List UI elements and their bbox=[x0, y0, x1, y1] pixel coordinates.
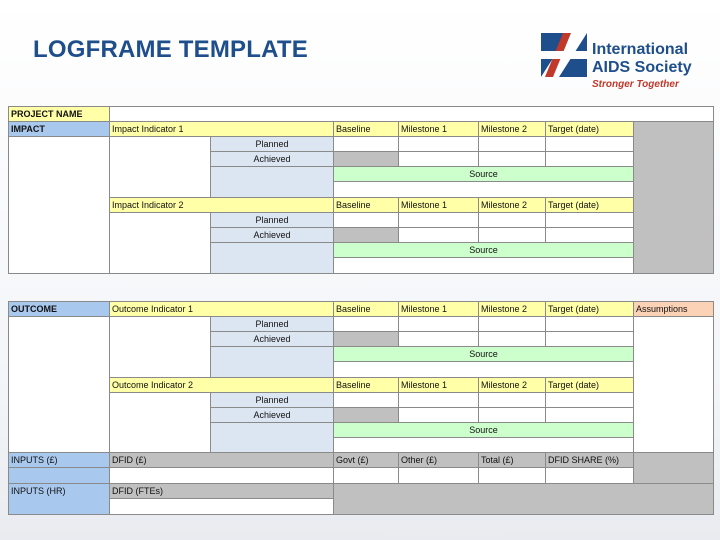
outcome-m2-2-achieved[interactable] bbox=[479, 408, 546, 423]
impact-planned-1: Planned bbox=[211, 137, 334, 152]
impact-indicator-2-text[interactable] bbox=[110, 213, 211, 273]
inputs-gbp-body bbox=[9, 468, 110, 484]
impact-source-2: Source bbox=[334, 243, 634, 258]
dfid-share-value[interactable] bbox=[546, 468, 634, 484]
other-gbp-value[interactable] bbox=[399, 468, 479, 484]
impact-achieved-2: Achieved bbox=[211, 228, 334, 243]
project-name-cell[interactable]: PROJECT NAME bbox=[9, 107, 110, 122]
ias-logo-mark-icon bbox=[541, 33, 587, 77]
impact-planned-2: Planned bbox=[211, 213, 334, 228]
outcome-table bbox=[8, 301, 714, 515]
outcome-source-1: Source bbox=[334, 347, 634, 362]
impact-source-1: Source bbox=[334, 167, 634, 182]
impact-source-1-value[interactable] bbox=[334, 182, 634, 198]
outcome-m1-1-planned[interactable] bbox=[399, 317, 479, 332]
impact-baseline-2: Baseline bbox=[334, 198, 399, 213]
outcome-target-1-achieved[interactable] bbox=[546, 332, 634, 347]
logo-text-line2: AIDS Society bbox=[592, 59, 692, 76]
impact-m1-2-planned[interactable] bbox=[399, 213, 479, 228]
outcome-achieved-1: Achieved bbox=[211, 332, 334, 347]
outcome-m1-1-achieved[interactable] bbox=[399, 332, 479, 347]
impact-target-1-achieved[interactable] bbox=[546, 152, 634, 167]
impact-indicator-1-text[interactable] bbox=[110, 137, 211, 198]
impact-target-1-planned[interactable] bbox=[546, 137, 634, 152]
outcome-indicator-1-text[interactable] bbox=[110, 317, 211, 378]
impact-indicator-2-label: Impact Indicator 2 bbox=[110, 198, 334, 213]
outcome-milestone-2-1: Milestone 2 bbox=[479, 302, 546, 317]
outcome-statement[interactable] bbox=[9, 317, 110, 453]
impact-indicator-1-label: Impact Indicator 1 bbox=[110, 122, 334, 137]
outcome-milestone-1-2: Milestone 1 bbox=[399, 378, 479, 393]
impact-baseline-1-achieved bbox=[334, 152, 399, 167]
dfid-share-header: DFID SHARE (%) bbox=[546, 453, 634, 468]
inputs-hr-gray-area bbox=[334, 484, 713, 514]
impact-baseline-1: Baseline bbox=[334, 122, 399, 137]
outcome-assumptions-header: Assumptions bbox=[634, 302, 713, 317]
dfid-ftes-header: DFID (FTEs) bbox=[110, 484, 334, 499]
outcome-m2-2-planned[interactable] bbox=[479, 393, 546, 408]
outcome-baseline-1-planned[interactable] bbox=[334, 317, 399, 332]
impact-source-2-spacer bbox=[211, 243, 334, 273]
impact-table bbox=[8, 106, 714, 274]
impact-statement[interactable] bbox=[9, 137, 110, 273]
dfid-gbp-value[interactable] bbox=[110, 468, 334, 484]
logo-text-line1: International bbox=[592, 41, 689, 58]
inputs-hr-header: INPUTS (HR) bbox=[9, 484, 110, 514]
other-gbp-header: Other (£) bbox=[399, 453, 479, 468]
outcome-baseline-2-achieved bbox=[334, 408, 399, 423]
outcome-m1-2-planned[interactable] bbox=[399, 393, 479, 408]
impact-target-2-achieved[interactable] bbox=[546, 228, 634, 243]
outcome-baseline-1: Baseline bbox=[334, 302, 399, 317]
outcome-target-2: Target (date) bbox=[546, 378, 634, 393]
dfid-ftes-value[interactable] bbox=[110, 499, 334, 514]
outcome-source-2: Source bbox=[334, 423, 634, 438]
outcome-target-2-achieved[interactable] bbox=[546, 408, 634, 423]
outcome-source-1-spacer bbox=[211, 347, 334, 378]
govt-gbp-value[interactable] bbox=[334, 468, 399, 484]
impact-baseline-1-planned[interactable] bbox=[334, 137, 399, 152]
outcome-target-1-planned[interactable] bbox=[546, 317, 634, 332]
ias-logo bbox=[541, 33, 701, 93]
impact-m2-2-achieved[interactable] bbox=[479, 228, 546, 243]
impact-milestone-1-2: Milestone 1 bbox=[399, 198, 479, 213]
outcome-baseline-2-planned[interactable] bbox=[334, 393, 399, 408]
outcome-baseline-2: Baseline bbox=[334, 378, 399, 393]
outcome-target-2-planned[interactable] bbox=[546, 393, 634, 408]
impact-source-1-spacer bbox=[211, 167, 334, 198]
impact-m1-1-achieved[interactable] bbox=[399, 152, 479, 167]
outcome-target-1: Target (date) bbox=[546, 302, 634, 317]
outcome-source-2-spacer bbox=[211, 423, 334, 453]
impact-source-2-value[interactable] bbox=[334, 258, 634, 273]
total-gbp-value[interactable] bbox=[479, 468, 546, 484]
impact-m2-2-planned[interactable] bbox=[479, 213, 546, 228]
outcome-m2-1-planned[interactable] bbox=[479, 317, 546, 332]
impact-target-2: Target (date) bbox=[546, 198, 634, 213]
impact-m1-1-planned[interactable] bbox=[399, 137, 479, 152]
impact-achieved-1: Achieved bbox=[211, 152, 334, 167]
govt-gbp-header: Govt (£) bbox=[334, 453, 399, 468]
outcome-baseline-1-achieved bbox=[334, 332, 399, 347]
impact-target-1: Target (date) bbox=[546, 122, 634, 137]
logo-tagline: Stronger Together bbox=[592, 79, 679, 90]
impact-target-2-planned[interactable] bbox=[546, 213, 634, 228]
inputs-gbp-right-gray bbox=[634, 453, 713, 484]
impact-m2-1-achieved[interactable] bbox=[479, 152, 546, 167]
impact-gray-column bbox=[634, 122, 713, 273]
impact-milestone-2-1: Milestone 2 bbox=[479, 122, 546, 137]
outcome-planned-2: Planned bbox=[211, 393, 334, 408]
outcome-m1-2-achieved[interactable] bbox=[399, 408, 479, 423]
outcome-source-2-value[interactable] bbox=[334, 438, 634, 453]
impact-baseline-2-achieved bbox=[334, 228, 399, 243]
outcome-assumptions-body[interactable] bbox=[634, 317, 713, 453]
impact-m1-2-achieved[interactable] bbox=[399, 228, 479, 243]
outcome-achieved-2: Achieved bbox=[211, 408, 334, 423]
outcome-indicator-1-label: Outcome Indicator 1 bbox=[110, 302, 334, 317]
impact-m2-1-planned[interactable] bbox=[479, 137, 546, 152]
total-gbp-header: Total (£) bbox=[479, 453, 546, 468]
impact-header: IMPACT bbox=[9, 122, 110, 137]
outcome-source-1-value[interactable] bbox=[334, 362, 634, 378]
page-title: LOGFRAME TEMPLATE bbox=[33, 36, 308, 63]
inputs-gbp-header: INPUTS (£) bbox=[9, 453, 110, 468]
dfid-gbp-header: DFID (£) bbox=[110, 453, 334, 468]
outcome-milestone-1-1: Milestone 1 bbox=[399, 302, 479, 317]
impact-milestone-2-2: Milestone 2 bbox=[479, 198, 546, 213]
outcome-header: OUTCOME bbox=[9, 302, 110, 317]
outcome-milestone-2-2: Milestone 2 bbox=[479, 378, 546, 393]
outcome-m2-1-achieved[interactable] bbox=[479, 332, 546, 347]
impact-milestone-1-1: Milestone 1 bbox=[399, 122, 479, 137]
impact-baseline-2-planned[interactable] bbox=[334, 213, 399, 228]
outcome-indicator-2-label: Outcome Indicator 2 bbox=[110, 378, 334, 393]
project-name-value[interactable] bbox=[110, 107, 713, 122]
outcome-indicator-2-text[interactable] bbox=[110, 393, 211, 453]
outcome-planned-1: Planned bbox=[211, 317, 334, 332]
